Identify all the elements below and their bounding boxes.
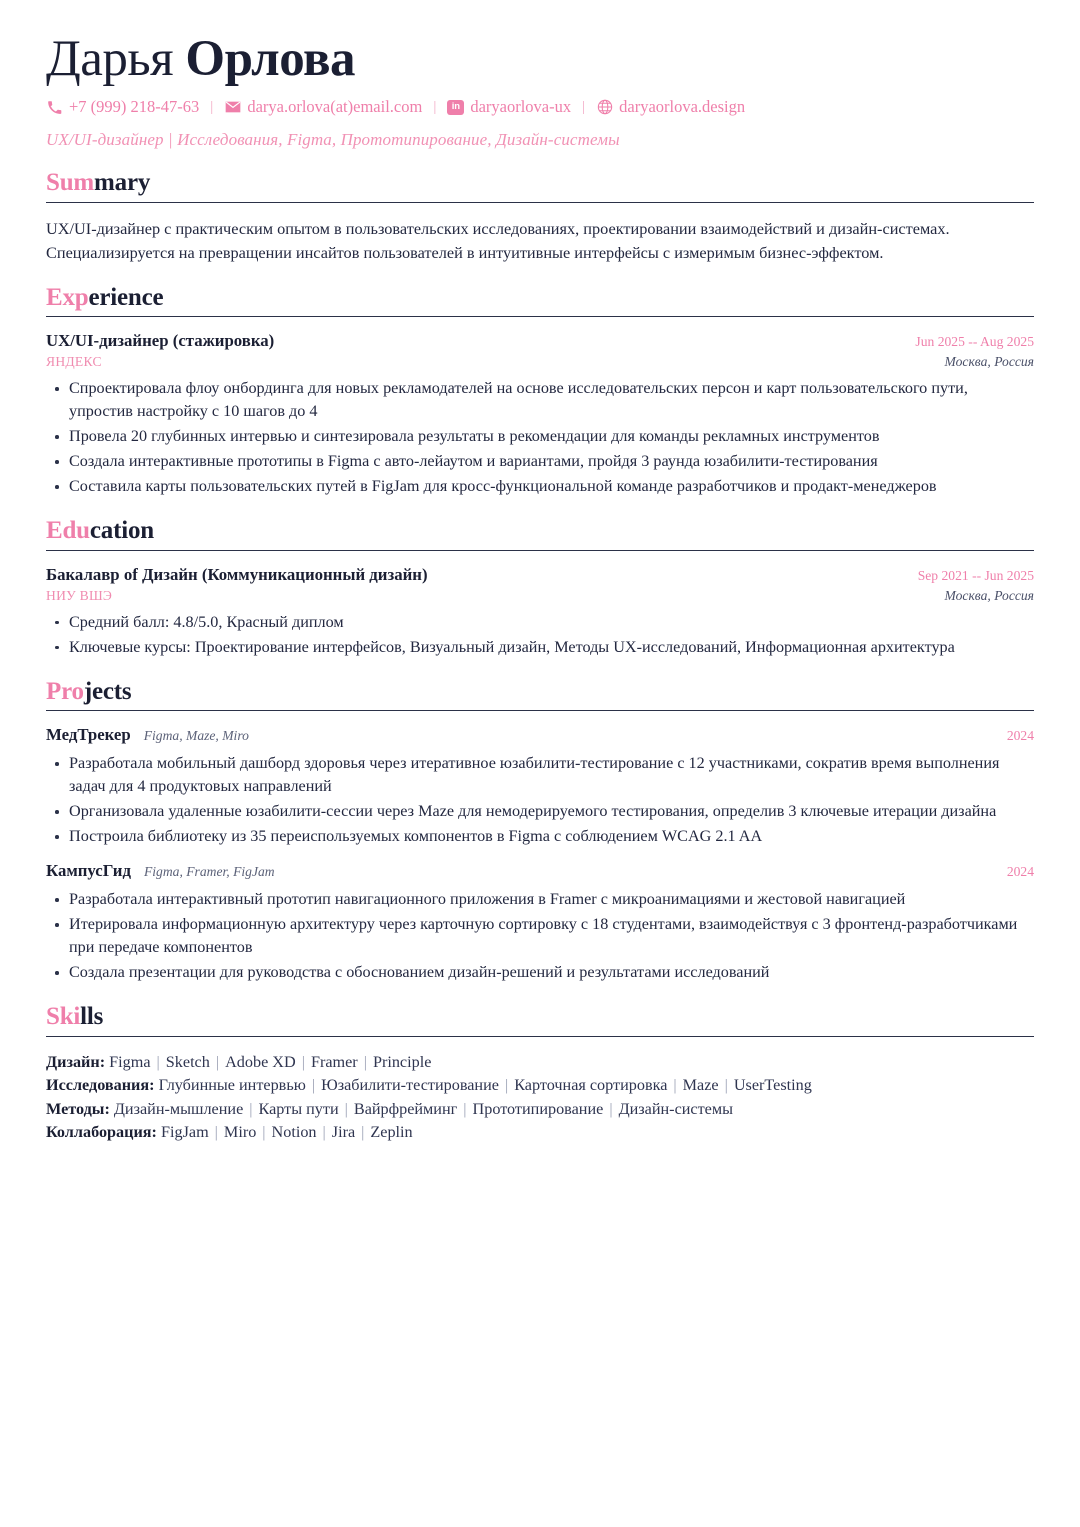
skill-item: Дизайн-системы bbox=[618, 1099, 733, 1118]
phone-icon bbox=[46, 99, 63, 116]
bullet-item: Организовала удаленные юзабилити-сессии через Maze для немодерируемого тестирования, определив 3 ключевые итерации дизайна bbox=[46, 800, 1034, 823]
heading-accent: Sum bbox=[46, 169, 95, 197]
section-heading-experience bbox=[46, 284, 1034, 312]
skill-category-label: Исследования: bbox=[46, 1076, 155, 1095]
bullet-item: Провела 20 глубинных интервью и синтезировала результаты в рекомендации для команды рекламных инструментов bbox=[46, 425, 1034, 448]
skill-category-label: Дизайн: bbox=[46, 1052, 106, 1071]
skill-separator: | bbox=[463, 1099, 467, 1118]
experience-date: Jun 2025 -- Aug 2025 bbox=[915, 334, 1034, 350]
skill-item-list bbox=[155, 1076, 812, 1094]
section-divider bbox=[46, 202, 1034, 203]
skill-separator: | bbox=[301, 1052, 305, 1071]
contact-separator: | bbox=[210, 98, 214, 115]
skill-category-label: Методы: bbox=[46, 1099, 110, 1118]
project-header bbox=[46, 861, 1034, 881]
skill-separator: | bbox=[311, 1076, 316, 1095]
project-year: 2024 bbox=[1006, 728, 1034, 744]
section-divider bbox=[46, 710, 1034, 711]
linkedin-badge: in bbox=[447, 100, 464, 115]
section-skills bbox=[46, 1003, 1034, 1144]
education-bullet-list bbox=[46, 611, 1034, 659]
page-title bbox=[46, 32, 1034, 87]
skill-category-label: Коллаборация: bbox=[46, 1123, 157, 1142]
skill-separator: | bbox=[724, 1076, 728, 1095]
skill-item: Framer bbox=[310, 1052, 358, 1071]
education-date: Sep 2021 -- Jun 2025 bbox=[917, 567, 1034, 583]
skill-item-list bbox=[157, 1123, 413, 1141]
section-education bbox=[46, 517, 1034, 659]
resume-header bbox=[46, 32, 1034, 150]
project-bullet-list bbox=[46, 888, 1034, 984]
project-stack: Figma, Maze, Miro bbox=[143, 728, 249, 744]
skill-separator: | bbox=[262, 1123, 266, 1142]
contact-separator: | bbox=[582, 98, 586, 115]
section-heading-projects bbox=[46, 678, 1034, 706]
skill-row bbox=[46, 1121, 1034, 1144]
skill-row bbox=[46, 1051, 1034, 1074]
heading-rest: jects bbox=[83, 677, 132, 705]
skill-item: Figma bbox=[109, 1052, 151, 1071]
section-experience bbox=[46, 284, 1034, 499]
project-name: МедТрекер bbox=[46, 725, 131, 745]
heading-rest: cation bbox=[89, 517, 154, 545]
bullet-item: Составила карты пользовательских путей в FigJam для кросс-функциональной команде разработчиков и продакт-менеджеров bbox=[46, 475, 1034, 498]
contact-item-phone[interactable] bbox=[46, 97, 199, 117]
skill-separator: | bbox=[156, 1052, 160, 1071]
contact-text: +7 (999) 218-47-63 bbox=[69, 97, 200, 117]
skill-item: Miro bbox=[223, 1123, 257, 1142]
heading-rest: erience bbox=[88, 283, 164, 311]
contact-text: daryaorlova.design bbox=[619, 97, 746, 117]
skill-item: Sketch bbox=[165, 1052, 210, 1071]
bullet-item: Ключевые курсы: Проектирование интерфейсов, Визуальный дизайн, Методы UX-исследований, Информационная архитектура bbox=[46, 636, 1034, 659]
heading-accent: Pro bbox=[46, 677, 84, 705]
contact-text: daryaorlova-ux bbox=[470, 97, 572, 117]
heading-rest: mary bbox=[94, 169, 151, 197]
skill-separator: | bbox=[673, 1076, 677, 1095]
experience-entry bbox=[46, 331, 1034, 498]
heading-accent: Edu bbox=[46, 517, 90, 545]
globe-icon bbox=[596, 99, 613, 116]
project-title-group bbox=[46, 725, 249, 745]
skill-item: Principle bbox=[372, 1052, 432, 1071]
skill-item: Jira bbox=[331, 1123, 356, 1142]
bullet-item: Итерировала информационную архитектуру через карточную сортировку с 18 студентами, взаимодействуя с 3 фронтенд-разработчиками при передаче компонентов bbox=[46, 913, 1034, 959]
skill-item: Notion bbox=[271, 1123, 317, 1142]
summary-line-2: Специализируется на превращении инсайтов пользователей в интуитивные интерфейсы с измеримым бизнес-эффектом. bbox=[46, 242, 884, 262]
education-entry bbox=[46, 565, 1034, 659]
skill-separator: | bbox=[249, 1099, 253, 1118]
contact-line bbox=[46, 97, 1034, 117]
skill-separator: | bbox=[363, 1052, 367, 1071]
education-title: Бакалавр of Дизайн (Коммуникационный дизайн) bbox=[46, 564, 428, 584]
entry-title-row bbox=[46, 331, 1034, 351]
skill-item: Глубинные интервью bbox=[158, 1076, 306, 1095]
bullet-item: Создала интерактивные прототипы в Figma с авто-лейаутом и вариантами, пройдя 3 раунда юзабилити-тестирования bbox=[46, 450, 1034, 473]
section-divider bbox=[46, 316, 1034, 317]
section-heading-education bbox=[46, 517, 1034, 545]
first-name: Дарья bbox=[46, 31, 174, 87]
entry-org-row bbox=[46, 588, 1034, 604]
skill-item: Вайрфрейминг bbox=[353, 1099, 458, 1118]
project-entry bbox=[46, 861, 1034, 984]
skill-item: Zeplin bbox=[370, 1123, 413, 1142]
skill-separator: | bbox=[504, 1076, 509, 1095]
skill-item: UserTesting bbox=[733, 1076, 812, 1095]
section-divider bbox=[46, 550, 1034, 551]
email-icon bbox=[224, 99, 241, 116]
project-name: КампусГид bbox=[46, 861, 131, 881]
entry-title-row bbox=[46, 565, 1034, 585]
education-location: Москва, Россия bbox=[944, 587, 1034, 603]
skill-item: Maze bbox=[682, 1076, 719, 1095]
skill-item: Adobe XD bbox=[225, 1052, 296, 1071]
summary-line-1: UX/UI-дизайнер с практическим опытом в пользовательских исследованиях, проектировании взаимодействий и дизайн-системах. bbox=[46, 218, 950, 238]
project-year: 2024 bbox=[1006, 864, 1034, 880]
skill-item: FigJam bbox=[161, 1123, 209, 1142]
experience-location: Москва, Россия bbox=[944, 354, 1034, 370]
bullet-item: Создала презентации для руководства с обоснованием дизайн-решений и результатами исследований bbox=[46, 961, 1034, 984]
skill-item: Юзабилити-тестирование bbox=[321, 1076, 499, 1095]
skill-item: Карты пути bbox=[258, 1099, 339, 1118]
section-summary bbox=[46, 169, 1034, 265]
section-projects bbox=[46, 678, 1034, 985]
experience-organization: ЯНДЕКС bbox=[46, 354, 102, 370]
skill-separator: | bbox=[322, 1123, 326, 1142]
tagline: UX/UI-дизайнер | Исследования, Figma, Прототипирование, Дизайн-системы bbox=[46, 130, 620, 150]
entry-org-row bbox=[46, 354, 1034, 370]
contact-item-email[interactable] bbox=[224, 97, 422, 117]
project-title-group bbox=[46, 861, 275, 881]
skill-row bbox=[46, 1074, 1034, 1097]
bullet-item: Спроектировала флоу онбординга для новых рекламодателей на основе исследовательских персон и карт пользовательского пути, упростив настройку с 10 шагов до 4 bbox=[46, 377, 1034, 423]
skill-item-list bbox=[110, 1100, 733, 1118]
heading-accent: Ski bbox=[46, 1003, 81, 1031]
project-bullet-list bbox=[46, 752, 1034, 848]
bullet-item: Средний балл: 4.8/5.0, Красный диплом bbox=[46, 611, 1034, 634]
skill-row bbox=[46, 1098, 1034, 1121]
skill-separator: | bbox=[215, 1052, 220, 1071]
skill-separator: | bbox=[214, 1123, 218, 1142]
linkedin-icon bbox=[447, 99, 464, 116]
section-heading-skills bbox=[46, 1003, 1034, 1031]
skill-separator: | bbox=[344, 1099, 348, 1118]
experience-bullet-list bbox=[46, 377, 1034, 498]
contact-text: darya.orlova(at)email.com bbox=[247, 97, 423, 117]
last-name: Орлова bbox=[185, 31, 356, 87]
skill-separator: | bbox=[361, 1123, 365, 1142]
project-entry bbox=[46, 725, 1034, 848]
skill-separator: | bbox=[609, 1099, 613, 1118]
contact-item-globe[interactable] bbox=[596, 97, 745, 117]
skill-item-list bbox=[105, 1053, 431, 1071]
bullet-item: Разработала интерактивный прототип навигационного приложения в Framer с микроанимациями и жестовой навигацией bbox=[46, 888, 1034, 911]
project-stack: Figma, Framer, FigJam bbox=[143, 864, 275, 880]
project-header bbox=[46, 725, 1034, 745]
bullet-item: Разработала мобильный дашборд здоровья через итеративное юзабилити-тестирование с 12 участниками, сократив время выполнения задач для 4 продуктовых направлений bbox=[46, 752, 1034, 798]
education-organization: НИУ ВШЭ bbox=[46, 587, 113, 603]
section-divider bbox=[46, 1036, 1034, 1037]
section-heading-summary bbox=[46, 169, 1034, 197]
heading-rest: lls bbox=[80, 1003, 104, 1031]
heading-accent: Exp bbox=[46, 283, 89, 311]
bullet-item: Построила библиотеку из 35 переиспользуемых компонентов в Figma с соблюдением WCAG 2.1 AA bbox=[46, 825, 1034, 848]
experience-title: UX/UI-дизайнер (стажировка) bbox=[46, 331, 275, 351]
skill-item: Карточная сортировка bbox=[514, 1076, 668, 1095]
skill-item: Дизайн-мышление bbox=[113, 1099, 244, 1118]
contact-separator: | bbox=[433, 98, 437, 115]
contact-item-linkedin[interactable] bbox=[447, 97, 571, 117]
skill-item: Прототипирование bbox=[472, 1099, 604, 1118]
